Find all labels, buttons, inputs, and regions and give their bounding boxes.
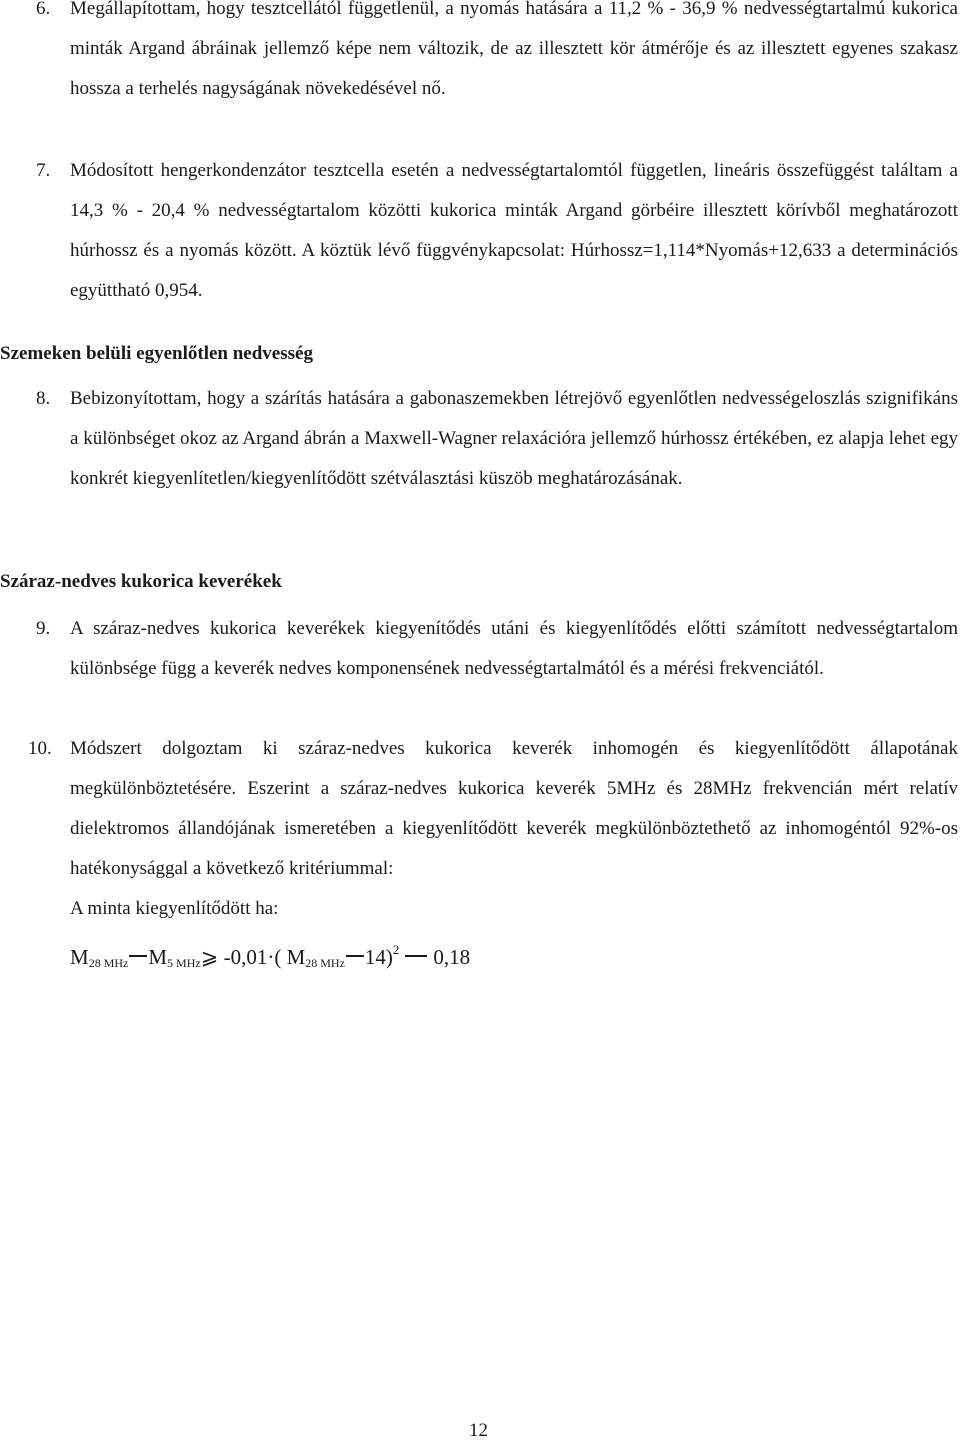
section-heading-mixtures: Száraz-nedves kukorica keverékek	[0, 571, 282, 592]
formula-subscript: 28 MHz	[305, 956, 345, 970]
item-text: Módszert dolgoztam ki száraz-nedves kukorica keverék inhomogén és kiegyenlítődött állapotának megkülönböztetésére. Eszerint a száraz-nedves kukorica keverék 5MHz és 28MHz frekvencián mért relatív dielektromos állandójának ismeretében a kiegyenlítődött keverék megkülönböztethető az inhomogéntól 92%-os hatékonysággal a következő kritériummal:	[70, 738, 958, 879]
item-number: 9.	[36, 618, 51, 639]
minus-sign	[129, 955, 147, 957]
formula-paren: ( M	[274, 945, 306, 969]
formula-subscript: 5 MHz	[167, 956, 201, 970]
list-item-7	[0, 151, 960, 311]
formula-subscript: 28 MHz	[88, 956, 129, 970]
item-text: Bebizonyítottam, hogy a szárítás hatására a gabonaszemekben létrejövő egyenlőtlen nedvességeloszlás szignifikáns a különbséget okoz az Argand ábrán a Maxwell-Wagner relaxációra jellemző húrhossz értékében, ez alapja lehet egy konkrét kiegyenlítetlen/kiegyenlítődött szétválasztási küszöb meghatározásának.	[70, 388, 958, 489]
list-item-8	[0, 379, 960, 499]
item-number: 7.	[36, 160, 51, 181]
formula-coefficient: -0,01·	[223, 945, 275, 969]
page-number: 12	[469, 1420, 488, 1441]
item-text: A száraz-nedves kukorica keverékek kiegyenítődés utáni és kiegyenlítődés előtti számított nedvességtartalom különbsége függ a keverék nedves komponensének nedvességtartalmától és a mérési frekvenciától.	[70, 618, 958, 679]
item-number: 8.	[36, 388, 51, 409]
formula-symbol: M	[70, 945, 89, 969]
list-item-6	[0, 0, 960, 109]
minus-sign	[346, 955, 364, 957]
formula-exponent: 2	[392, 942, 400, 957]
formula-value: 14)	[364, 945, 393, 969]
item-text: Megállapítottam, hogy tesztcellától függetlenül, a nyomás hatására a 11,2 % - 36,9 % nedvességtartalmú kukorica minták Argand ábráinak jellemző képe nem változik, de az illesztett kör átmérője és az illesztett egyenes szakasz hossza a terhelés nagyságának növekedésével nő.	[70, 0, 958, 99]
formula-constant: 0,18	[433, 945, 471, 969]
minus-sign	[405, 955, 427, 957]
section-heading-uneven-moisture: Szemeken belüli egyenlőtlen nedvesség	[0, 343, 313, 364]
list-item-9	[0, 609, 960, 689]
geq-symbol: ⩾	[200, 945, 219, 969]
item-number: 10.	[28, 738, 52, 759]
formula-symbol: M	[148, 945, 168, 969]
item-number: 6.	[36, 0, 51, 19]
criterion-formula	[70, 930, 470, 983]
criterion-condition: A minta kiegyenlítődött ha:	[70, 898, 279, 919]
list-item-10	[0, 729, 960, 929]
item-text: Módosított hengerkondenzátor tesztcella esetén a nedvességtartalomtól független, lineáris összefüggést találtam a 14,3 % - 20,4 % nedvességtartalom közötti kukorica minták Argand görbéire illesztett körívből meghatározott húrhossz és a nyomás között. A köztük lévő függvénykapcsolat: Húrhossz=1,114*Nyomás+12,633 a determinációs együttható 0,954.	[70, 160, 958, 301]
